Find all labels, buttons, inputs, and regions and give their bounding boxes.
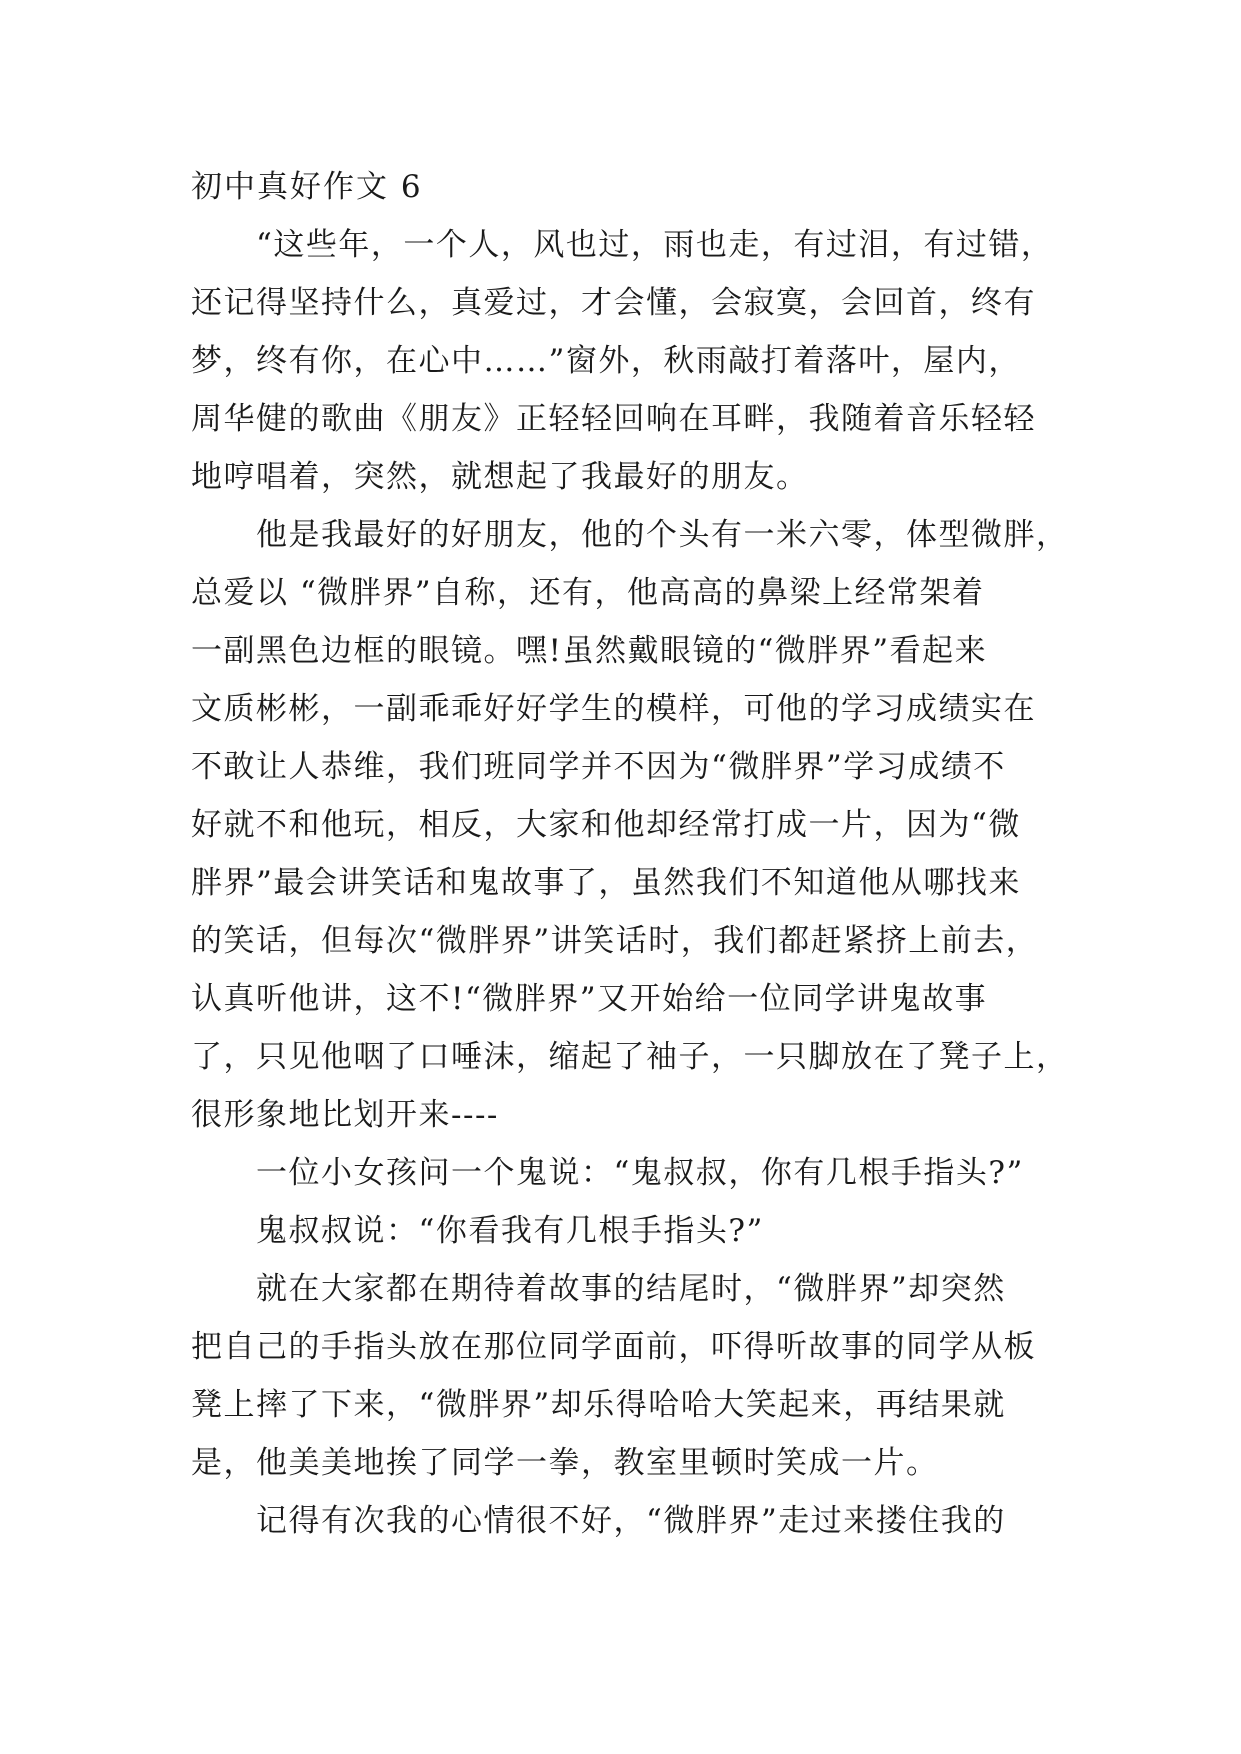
- text-line: 凳上摔了下来，“微胖界”却乐得哈哈大笑起来，再结果就: [191, 1387, 1006, 1423]
- text-line: 把自己的手指头放在那位同学面前，吓得听故事的同学从板: [191, 1329, 1036, 1365]
- text-line: 好就不和他玩，相反，大家和他却经常打成一片，因为“微: [191, 807, 1021, 843]
- text-line: 胖界”最会讲笑话和鬼故事了，虽然我们不知道他从哪找来: [191, 865, 1021, 901]
- text-line: 一位小女孩问一个鬼说：“鬼叔叔，你有几根手指头?”: [256, 1155, 1024, 1191]
- text-line: 很形象地比划开来----: [191, 1097, 499, 1133]
- text-line: 认真听他讲，这不!“微胖界”又开始给一位同学讲鬼故事: [191, 981, 988, 1017]
- text-line: 梦，终有你，在心中……”窗外，秋雨敲打着落叶，屋内，: [191, 343, 1021, 379]
- text-line: “这些年，一个人，风也过，雨也走，有过泪，有过错，: [256, 227, 1054, 263]
- text-line: 的笑话，但每次“微胖界”讲笑话时，我们都赶紧挤上前去，: [191, 923, 1039, 959]
- text-line: 他是我最好的好朋友，他的个头有一米六零，体型微胖，: [256, 517, 1069, 553]
- text-line: 不敢让人恭维，我们班同学并不因为“微胖界”学习成绩不: [191, 749, 1006, 785]
- text-line: 地哼唱着，突然，就想起了我最好的朋友。: [191, 459, 809, 495]
- text-line: 就在大家都在期待着故事的结尾时，“微胖界”却突然: [256, 1271, 1006, 1307]
- text-line: 还记得坚持什么，真爱过，才会懂，会寂寞，会回首，终有: [191, 285, 1036, 321]
- text-line: 鬼叔叔说：“你看我有几根手指头?”: [256, 1213, 764, 1249]
- text-line: 文质彬彬，一副乖乖好好学生的模样，可他的学习成绩实在: [191, 691, 1036, 727]
- text-line: 是，他美美地挨了同学一拳，教室里顿时笑成一片。: [191, 1445, 939, 1481]
- text-line: 一副黑色边框的眼镜。嘿!虽然戴眼镜的“微胖界”看起来: [191, 633, 988, 669]
- text-line: 总爱以 “微胖界”自称，还有，他高高的鼻梁上经常架着: [191, 575, 985, 611]
- document-title: 初中真好作文 6: [191, 169, 423, 205]
- text-line: 记得有次我的心情很不好，“微胖界”走过来搂住我的: [256, 1503, 1006, 1539]
- text-line: 了，只见他咽了口唾沫，缩起了袖子，一只脚放在了凳子上，: [191, 1039, 1069, 1075]
- text-line: 周华健的歌曲《朋友》正轻轻回响在耳畔，我随着音乐轻轻: [191, 401, 1036, 437]
